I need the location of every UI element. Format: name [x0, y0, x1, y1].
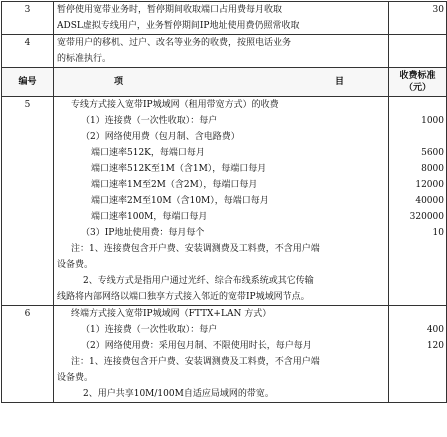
row-content	[54, 97, 389, 306]
row-6-connect-fee: （1）连接费（一次性收取）：每户	[81, 325, 218, 335]
row-6-note-1b: 设备费。	[57, 373, 94, 383]
row-5-note-2b: 线路将内部网络以端口独享方式接入邻近的宽带IP城域网节点。	[57, 292, 310, 302]
header-item-right: 目	[334, 77, 344, 87]
row-6-note-2: 2、用户共享10M/100M自适应局域网的带宽。	[83, 389, 274, 399]
row-6-note-1a: 注：1、连接费包含开户费、安装调测费及工料费，不含用户端	[71, 357, 320, 367]
row-content	[54, 2, 389, 35]
row-fee: 30	[389, 2, 447, 35]
row-5-rate-5: 端口速率100M，每端口每月	[91, 212, 208, 222]
row-fee	[389, 35, 447, 68]
row-content	[54, 306, 389, 403]
row-5-note-1a: 注：1、连接费包含开户费、安装调测费及工料费，不含用户端	[71, 244, 320, 254]
row-4-line-2: 的标准执行。	[57, 54, 112, 64]
row-5-network-fee: （2）网络使用费（包月制、含电路费）	[81, 132, 240, 142]
table-row-4	[2, 35, 447, 68]
fee-rate-100m: 320000	[409, 212, 444, 222]
row-content	[54, 35, 389, 68]
row-number: 4	[2, 35, 54, 68]
table-row-3	[2, 2, 447, 35]
fee-rate-10m: 40000	[415, 196, 444, 206]
header-fee	[389, 68, 447, 97]
row-5-rate-4: 端口速率2M至10M（含10M），每端口每月	[91, 196, 269, 206]
table-row-6	[2, 306, 447, 403]
fee-table	[1, 1, 447, 403]
header-item	[54, 68, 389, 97]
row-5-rate-1: 端口速率512K，每端口每月	[91, 148, 205, 158]
fee-connect: 1000	[421, 116, 444, 126]
fee-network: 120	[426, 341, 444, 351]
row-4-line-1: 宽带用户的移机、过户、改名等业务的收费，按照电话业务	[57, 38, 292, 48]
header-fee-line-1: 收费标准	[399, 71, 436, 81]
row-5-title: 专线方式接入宽带IP城域网（租用带宽方式）的收费	[71, 100, 279, 110]
row-5-note-1b: 设备费。	[57, 260, 94, 270]
fee-ip: 10	[432, 228, 444, 238]
row-number: 6	[2, 306, 54, 403]
row-5-ip-fee: （3）IP地址使用费：每月每个	[81, 228, 205, 238]
header-fee-line-2: （元）	[403, 83, 431, 93]
row-6-title: 终端方式接入宽带IP城域网（FTTX+LAN 方式）	[71, 309, 272, 319]
fee-rate-2m: 12000	[415, 180, 444, 190]
row-5-note-2a: 2、专线方式是指用户通过光纤、综合布线系统或其它传输	[83, 276, 314, 286]
row-3-line-2: ADSL虚拟专线用户，业务暂停期间IP地址使用费仍照常收取	[57, 21, 300, 31]
row-number: 3	[2, 2, 54, 35]
row-5-connect-fee: （1）连接费（一次性收取）：每户	[81, 116, 218, 126]
fee-rate-512k: 5600	[421, 148, 444, 158]
row-5-rate-2: 端口速率512K至1M（含1M），每端口每月	[91, 164, 267, 174]
table-row-5	[2, 97, 447, 306]
table-header-row	[2, 68, 447, 97]
row-6-fees	[389, 306, 447, 403]
header-item-left: 项	[114, 77, 124, 87]
fee-rate-1m: 8000	[421, 164, 444, 174]
row-3-line-1: 暂停使用宽带业务时，暂停期间收取端口占用费每月收取	[57, 5, 283, 15]
header-number: 编号	[2, 68, 54, 97]
row-6-network-fee: （2）网络使用费：采用包月制、不限使用时长，每户每月	[81, 341, 312, 351]
fee-connect: 400	[426, 325, 444, 335]
row-5-rate-3: 端口速率1M至2M（含2M），每端口每月	[91, 180, 258, 190]
row-number: 5	[2, 97, 54, 306]
row-5-fees	[389, 97, 447, 306]
